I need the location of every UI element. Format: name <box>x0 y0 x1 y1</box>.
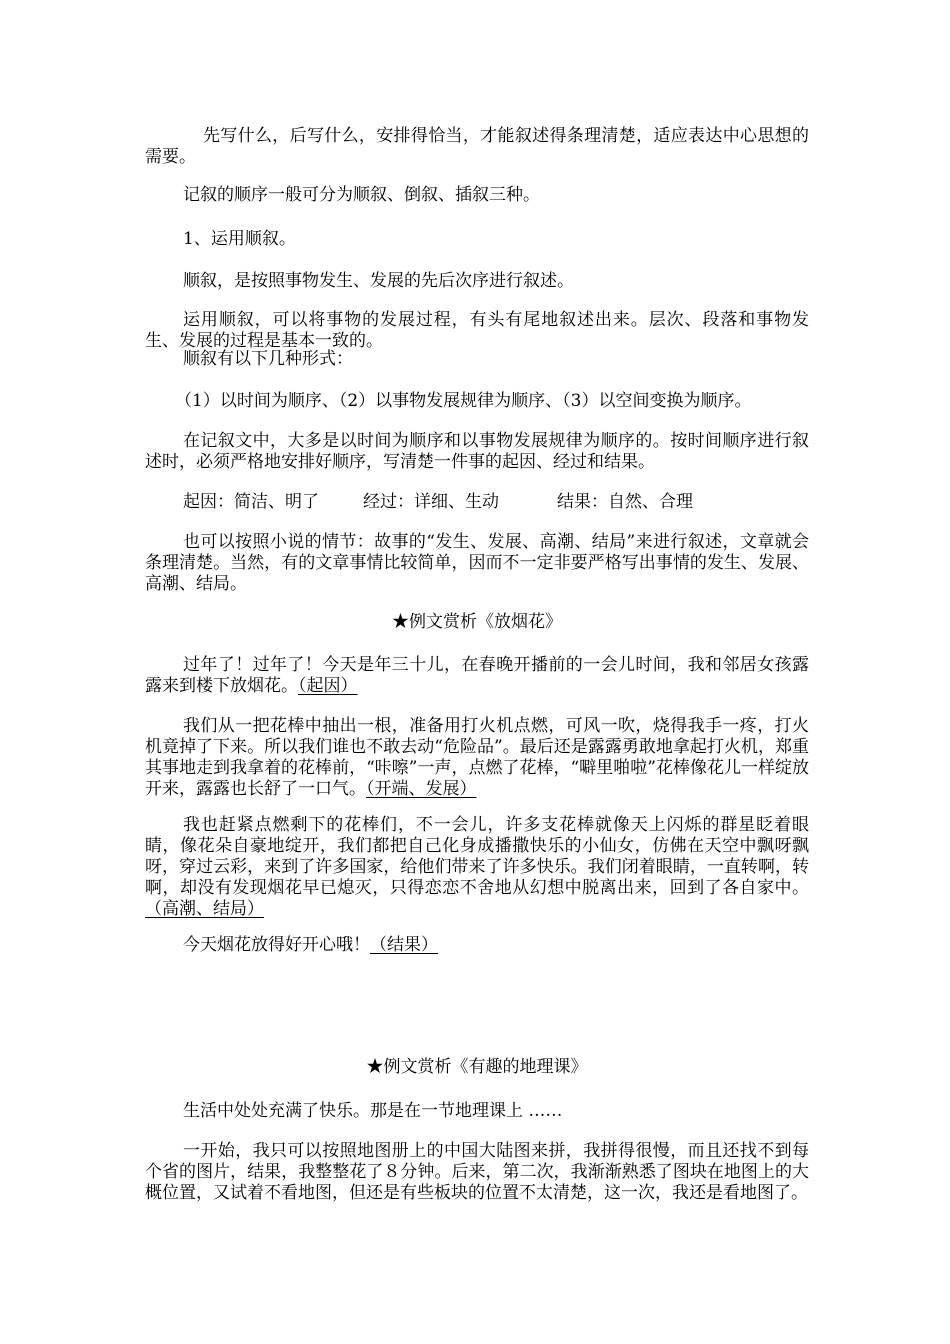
paragraph-chronological-definition: 顺叙，是按照事物发生、发展的先后次序进行叙述。 <box>183 271 574 291</box>
paragraph-chronological-usage: 运用顺叙，可以将事物的发展过程，有头有尾地叙述出来。层次、段落和事物发生、发展的过程是基本一致的。 <box>145 310 809 351</box>
paragraph-forms-list: （1）以时间为顺序、（2）以事物发展规律为顺序、（3）以空间变换为顺序。 <box>175 391 752 411</box>
annotation-beginning-development: （开端、发展） <box>366 779 477 799</box>
example1-paragraph-3-text: 我也赶紧点燃剩下的花棒们，不一会儿，许多支花棒就像天上闪烁的群星眨着眼睛，像花朵自豪地绽开，我们都把自己化身成播撒快乐的小仙女，仿佛在天空中飘呀飘呀，穿过云彩，来到了许多国家，给他们带来了许多快乐。我们闭着眼睛，一直转啊，转啊，却没有发现烟花早已熄灭，只得恋恋不舍地从幻想中脱离出来，回到了各自家中。 <box>145 815 809 898</box>
summary-cause: 起因：简洁、明了 <box>183 492 319 512</box>
example1-paragraph-4 <box>145 935 809 956</box>
example2-paragraph-2: 一开始，我只可以按照地图册上的中国大陆图来拼，我拼得很慢，而且还找不到每个省的图片，结果，我整整花了８分钟。后来，第二次，我渐渐熟悉了图块在地图上的大概位置，又试着不看地图，但还是有些板块的位置不太清楚，这一次，我还是看地图了。 <box>145 1141 809 1203</box>
annotation-climax-ending: （高潮、结局） <box>145 899 264 919</box>
example2-paragraph-1: 生活中处处充满了快乐。那是在一节地理课上 …… <box>183 1101 563 1121</box>
paragraph-forms-intro: 顺叙有以下几种形式： <box>183 349 353 369</box>
example1-paragraph-2 <box>145 716 809 800</box>
summary-result: 结果：自然、合理 <box>557 492 693 512</box>
paragraph-time-order: 在记叙文中，大多是以时间为顺序和以事物发展规律为顺序的。按时间顺序进行叙述时，必须严格地安排好顺序，写清楚一件事的起因、经过和结果。 <box>145 431 809 472</box>
example1-paragraph-2-text: 我们从一把花棒中抽出一根，准备用打火机点燃，可风一吹，烧得我手一疼，打火机竟掉了下来。所以我们谁也不敢去动“危险品”。最后还是露露勇敢地拿起打火机，郑重其事地走到我拿着的花棒前，“咔嚓”一声，点燃了花棒，“噼里啪啦”花棒像花儿一样绽放开来，露露也长舒了一口气。 <box>145 716 809 799</box>
paragraph-narrative-order-types: 记叙的顺序一般可分为顺叙、倒叙、插叙三种。 <box>183 185 540 205</box>
paragraph-intro: 先写什么，后写什么，安排得恰当，才能叙述得条理清楚，适应表达中心思想的需要。 <box>145 126 809 167</box>
example1-paragraph-1-text: 过年了！过年了！今天是年三十儿，在春晚开播前的一会儿时间，我和邻居女孩露露来到楼下放烟花。 <box>145 655 809 696</box>
annotation-result: （结果） <box>370 935 438 955</box>
example1-paragraph-3 <box>145 815 809 920</box>
paragraph-plot-order: 也可以按照小说的情节：故事的“发生、发展、高潮、结局”来进行叙述，文章就会条理清楚。当然，有的文章事情比较简单，因而不一定非要严格写出事情的发生、发展、高潮、结局。 <box>145 532 809 594</box>
annotation-cause: （起因） <box>298 676 358 696</box>
example-title-fireworks: ★例文赏析《放烟花》 <box>392 612 562 632</box>
summary-process: 经过：详细、生动 <box>363 492 499 512</box>
paragraph-structure-summary <box>145 492 809 513</box>
example1-paragraph-1 <box>145 655 809 697</box>
example-title-geography-class: ★例文赏析《有趣的地理课》 <box>366 1057 588 1077</box>
paragraph-section-heading: 1、运用顺叙。 <box>183 229 296 249</box>
example1-paragraph-4-text: 今天烟花放得好开心哦！ <box>183 935 370 955</box>
